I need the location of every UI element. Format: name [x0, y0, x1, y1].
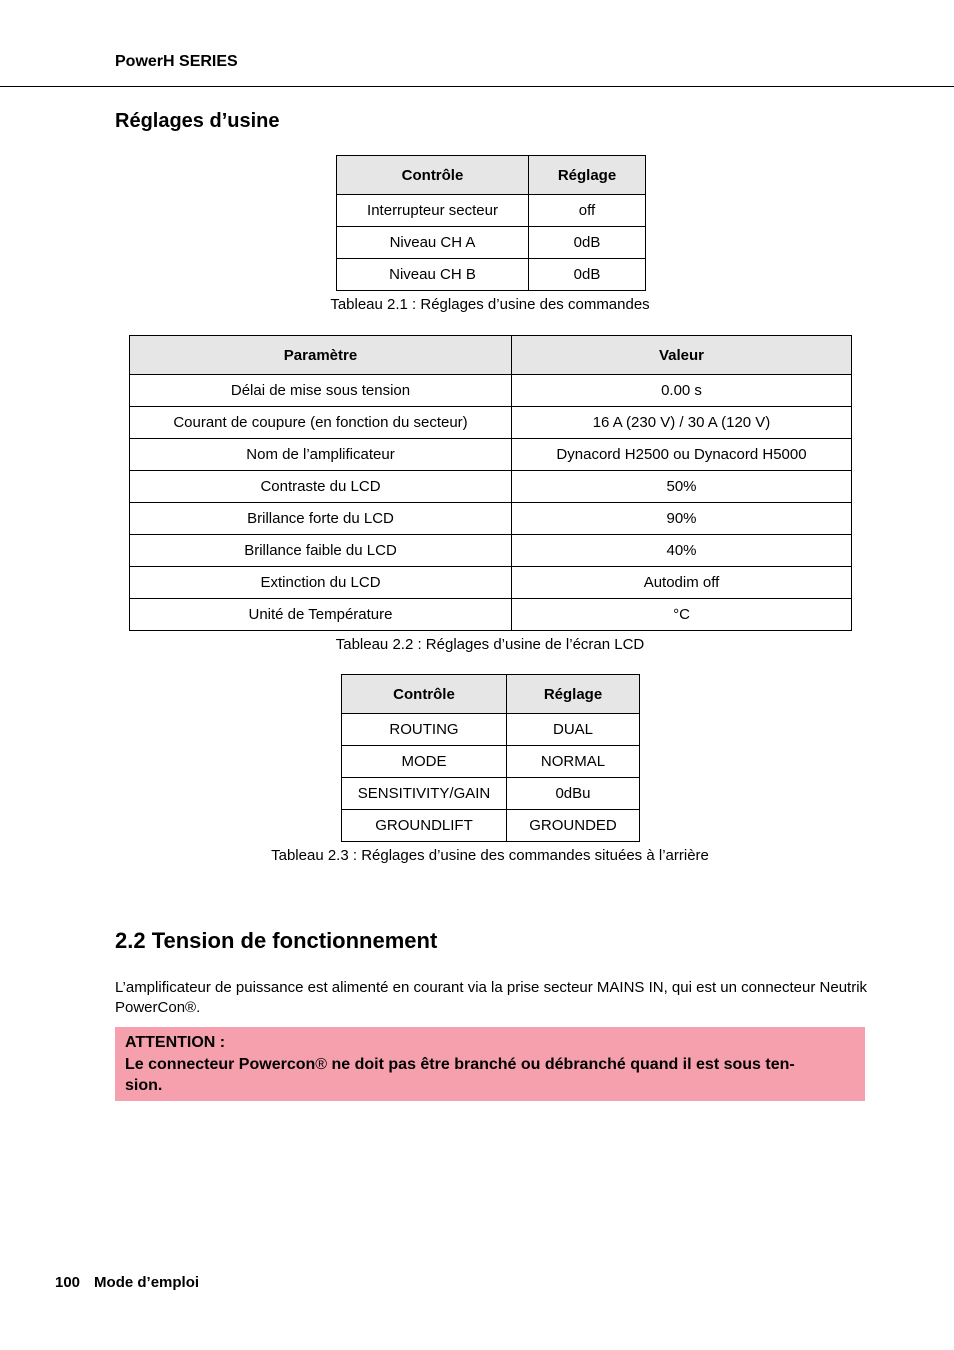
- table-row: [130, 503, 852, 535]
- page-footer: [55, 1274, 199, 1291]
- table-row: [342, 714, 640, 746]
- table-header-row: [130, 336, 852, 375]
- table-cell: GROUNDED: [507, 810, 640, 842]
- table-header-row: [337, 156, 646, 195]
- column-header: Contrôle: [337, 156, 529, 195]
- table-cell: SENSITIVITY/GAIN: [342, 778, 507, 810]
- registered-mark: ®: [315, 1055, 328, 1073]
- table-cell: Nom de l’amplificateur: [130, 439, 512, 471]
- page-number: 100: [55, 1274, 81, 1291]
- attention-text-wrap: sion.: [125, 1077, 163, 1094]
- table-row: [130, 567, 852, 599]
- column-header: Réglage: [507, 675, 640, 714]
- table-cell: 0dBu: [507, 778, 640, 810]
- footer-doc-title: Mode d’emploi: [94, 1274, 200, 1291]
- table-cell: Extinction du LCD: [130, 567, 512, 599]
- section-heading: Réglages d’usine: [115, 110, 280, 132]
- attention-box: [115, 1027, 865, 1101]
- table-cell: Délai de mise sous tension: [130, 375, 512, 407]
- table-cell: Autodim off: [512, 567, 852, 599]
- table-cell: Brillance forte du LCD: [130, 503, 512, 535]
- series-title: PowerH SERIES: [115, 53, 238, 70]
- table-cell: Brillance faible du LCD: [130, 535, 512, 567]
- table-row: [130, 535, 852, 567]
- table-row: [130, 439, 852, 471]
- table-cell: °C: [512, 599, 852, 631]
- table-cell: Courant de coupure (en fonction du secteur): [130, 407, 512, 439]
- column-header: Valeur: [512, 336, 852, 375]
- attention-text-end: ne doit pas être branché ou débranché quand il est sous ten-: [327, 1055, 795, 1073]
- table-cell: off: [529, 195, 646, 227]
- table-row: [130, 471, 852, 503]
- table-row: [337, 259, 646, 291]
- table-row: [342, 778, 640, 810]
- table-row: [337, 195, 646, 227]
- column-header: Réglage: [529, 156, 646, 195]
- table-cell: 40%: [512, 535, 852, 567]
- table-row: [337, 227, 646, 259]
- table-caption: Tableau 2.3 : Réglages d’usine des commandes situées à l’arrière: [271, 847, 709, 864]
- table-cell: 90%: [512, 503, 852, 535]
- table-row: [130, 599, 852, 631]
- column-header: Contrôle: [342, 675, 507, 714]
- attention-text: [125, 1054, 855, 1076]
- table-row: [342, 746, 640, 778]
- table-cell: Contraste du LCD: [130, 471, 512, 503]
- table-cell: Interrupteur secteur: [337, 195, 529, 227]
- rear-controls-table: [341, 674, 640, 842]
- body-paragraph: L’amplificateur de puissance est alimenté en courant via la prise secteur MAINS IN, qui est un connecteur Neutrik PowerCon®.: [115, 979, 868, 1016]
- table-cell: DUAL: [507, 714, 640, 746]
- table-cell: 0dB: [529, 259, 646, 291]
- table-row: [342, 810, 640, 842]
- header-divider: [0, 86, 954, 87]
- chapter-heading: 2.2 Tension de fonctionnement: [115, 928, 438, 953]
- table-cell: Unité de Température: [130, 599, 512, 631]
- attention-text-start: Le connecteur Powercon: [125, 1055, 316, 1073]
- table-cell: GROUNDLIFT: [342, 810, 507, 842]
- table-cell: MODE: [342, 746, 507, 778]
- table-caption: Tableau 2.1 : Réglages d’usine des commandes: [330, 296, 650, 313]
- table-cell: NORMAL: [507, 746, 640, 778]
- factory-controls-table: [336, 155, 646, 291]
- table-cell: 0.00 s: [512, 375, 852, 407]
- table-cell: 16 A (230 V) / 30 A (120 V): [512, 407, 852, 439]
- table-header-row: [342, 675, 640, 714]
- table-cell: Niveau CH B: [337, 259, 529, 291]
- table-cell: 50%: [512, 471, 852, 503]
- table-cell: 0dB: [529, 227, 646, 259]
- table-cell: Niveau CH A: [337, 227, 529, 259]
- table-row: [130, 407, 852, 439]
- table-cell: ROUTING: [342, 714, 507, 746]
- attention-label: ATTENTION :: [125, 1034, 226, 1051]
- column-header: Paramètre: [130, 336, 512, 375]
- lcd-settings-table: [129, 335, 852, 631]
- table-caption: Tableau 2.2 : Réglages d’usine de l’écran LCD: [335, 636, 645, 653]
- table-cell: Dynacord H2500 ou Dynacord H5000: [512, 439, 852, 471]
- table-row: [130, 375, 852, 407]
